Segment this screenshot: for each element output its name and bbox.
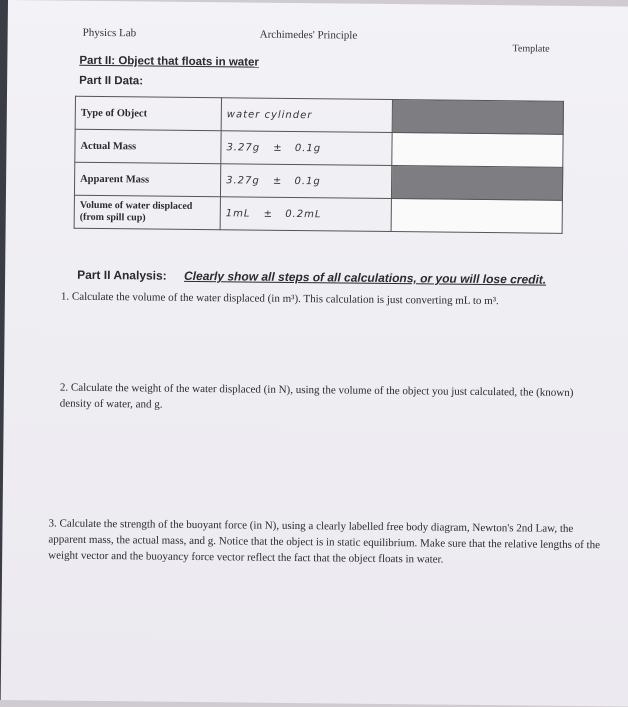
table-row xyxy=(75,129,563,167)
plus-minus: ± xyxy=(273,142,282,154)
row-label: Volume of water displaced (from spill cup) xyxy=(74,195,220,230)
part2-title: Part II: Object that floats in water xyxy=(79,54,259,69)
row-label: Actual Mass xyxy=(75,129,221,164)
header-center: Archimedes' Principle xyxy=(259,28,358,42)
row-uncertainty: 0.1g xyxy=(294,142,322,154)
row-label: Type of Object xyxy=(75,96,221,131)
question-3: 3. Calculate the strength of the buoyant force (in N), using a clearly labelled free body diagram, Newton's 2nd Law, the apparent mass, the actual mass, and g. Notice that the object is in static equilibrium. Make sure that the relative lengths of the weight vector and the buoyancy force vector reflect the fact that the object floats in water. xyxy=(48,517,601,566)
table-row xyxy=(74,195,562,233)
analysis-instruction: Clearly show all steps of all calculations, or you will lose credit. xyxy=(183,268,547,287)
part2-data-label: Part II Data: xyxy=(79,74,144,88)
plus-minus: ± xyxy=(263,208,273,220)
row-uncertainty: 0.2mL xyxy=(285,208,322,220)
row-value-cell xyxy=(220,164,391,199)
header-left: Physics Lab xyxy=(82,26,137,40)
row-value: 1mL xyxy=(225,207,251,220)
row-uncertainty: 0.1g xyxy=(294,175,321,187)
data-table xyxy=(74,96,564,234)
row-label: Apparent Mass xyxy=(74,162,220,197)
row-value: water cylinder xyxy=(221,98,392,133)
analysis-heading xyxy=(77,268,546,287)
table-row xyxy=(75,96,563,134)
plus-minus: ± xyxy=(272,175,282,187)
empty-cell xyxy=(392,133,563,168)
question-1: 1. Calculate the volume of the water displaced (in m³). This calculation is just converting mL to m³. xyxy=(60,290,499,308)
analysis-title: Part II Analysis: xyxy=(77,267,167,283)
table-row xyxy=(74,162,562,200)
row-value-cell xyxy=(220,197,391,232)
shaded-cell xyxy=(392,100,563,135)
row-value: 3.27g xyxy=(226,141,261,154)
row-value: 3.27g xyxy=(226,174,260,187)
worksheet-page xyxy=(1,0,628,707)
header-right: Template xyxy=(512,43,550,55)
row-value-cell xyxy=(221,131,392,166)
question-2: 2. Calculate the weight of the water displaced (in N), using the volume of the object you just calculated, the (known) density of water, and g. xyxy=(59,381,574,411)
empty-cell xyxy=(391,199,562,234)
shaded-cell xyxy=(391,166,562,201)
